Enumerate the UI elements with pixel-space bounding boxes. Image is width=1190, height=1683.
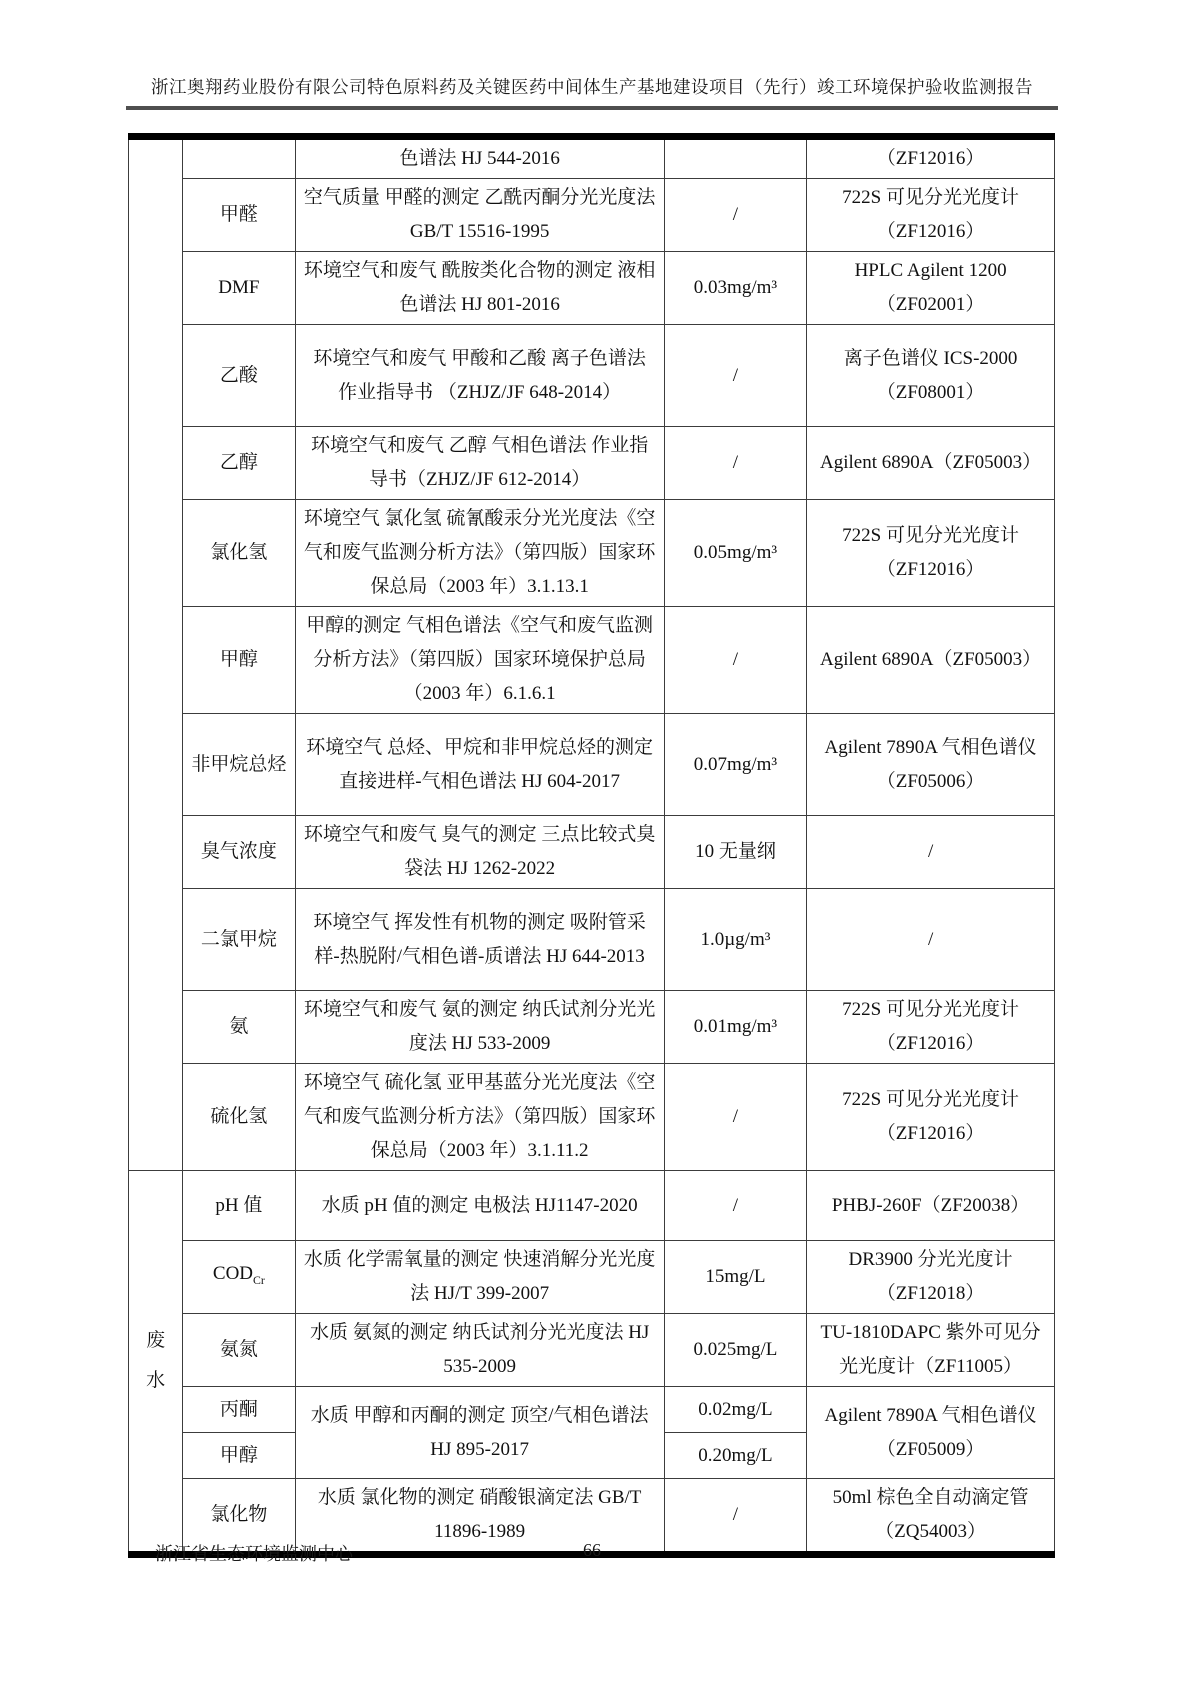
table-row bbox=[129, 252, 1055, 325]
method-cell: 环境空气和废气 乙醇 气相色谱法 作业指导书（ZHJZ/JF 612-2014） bbox=[295, 427, 664, 500]
limit-cell: 0.03mg/m³ bbox=[664, 252, 806, 325]
table-row bbox=[129, 889, 1055, 991]
instrument-cell: 722S 可见分光光度计（ZF12016） bbox=[807, 991, 1055, 1064]
method-cell: 环境空气和废气 氨的测定 纳氏试剂分光光度法 HJ 533-2009 bbox=[295, 991, 664, 1064]
parameter-cell: 甲醇 bbox=[183, 1433, 295, 1479]
method-cell: 水质 化学需氧量的测定 快速消解分光光度法 HJ/T 399-2007 bbox=[295, 1241, 664, 1314]
method-cell: 空气质量 甲醛的测定 乙酰丙酮分光光度法 GB/T 15516-1995 bbox=[295, 179, 664, 252]
instrument-cell: （ZF12016） bbox=[807, 137, 1055, 179]
method-cell: 环境空气 硫化氢 亚甲基蓝分光光度法《空气和废气监测分析方法》（第四版）国家环保总局（2003 年）3.1.11.2 bbox=[295, 1064, 664, 1171]
footer-organization: 浙江省生态环境监测中心 bbox=[155, 1544, 353, 1564]
table-row bbox=[129, 1171, 1055, 1241]
parameter-cell: DMF bbox=[183, 252, 295, 325]
method-cell: 色谱法 HJ 544-2016 bbox=[295, 137, 664, 179]
table-row bbox=[129, 816, 1055, 889]
method-cell: 环境空气 总烃、甲烷和非甲烷总烃的测定 直接进样-气相色谱法 HJ 604-2017 bbox=[295, 714, 664, 816]
table-row bbox=[129, 427, 1055, 500]
parameter-cell: 氨氮 bbox=[183, 1314, 295, 1387]
table-row bbox=[129, 179, 1055, 252]
instrument-cell: HPLC Agilent 1200（ZF02001） bbox=[807, 252, 1055, 325]
parameter-cell: 硫化氢 bbox=[183, 1064, 295, 1171]
limit-cell: 15mg/L bbox=[664, 1241, 806, 1314]
method-cell: 水质 甲醇和丙酮的测定 顶空/气相色谱法 HJ 895-2017 bbox=[295, 1387, 664, 1479]
parameter-cell: 二氯甲烷 bbox=[183, 889, 295, 991]
table-row bbox=[129, 1064, 1055, 1171]
limit-cell: 0.01mg/m³ bbox=[664, 991, 806, 1064]
limit-cell: / bbox=[664, 179, 806, 252]
method-cell: 水质 氯化物的测定 硝酸银滴定法 GB/T 11896-1989 bbox=[295, 1479, 664, 1555]
running-header-title: 浙江奥翔药业股份有限公司特色原料药及关键医药中间体生产基地建设项目（先行）竣工环境保护验收监测报告 bbox=[151, 77, 1033, 97]
table-row bbox=[129, 991, 1055, 1064]
parameter-cell: 臭气浓度 bbox=[183, 816, 295, 889]
table-row bbox=[129, 714, 1055, 816]
limit-cell: / bbox=[664, 1479, 806, 1555]
page-footer bbox=[0, 1540, 1190, 1570]
method-cell: 环境空气 氯化氢 硫氰酸汞分光光度法《空气和废气监测分析方法》（第四版）国家环保总局（2003 年）3.1.13.1 bbox=[295, 500, 664, 607]
parameter-cell: 乙醇 bbox=[183, 427, 295, 500]
parameter-cell: 氯化物 bbox=[183, 1479, 295, 1555]
instrument-cell: Agilent 6890A（ZF05003） bbox=[807, 607, 1055, 714]
limit-cell: 1.0µg/m³ bbox=[664, 889, 806, 991]
limit-cell: 0.025mg/L bbox=[664, 1314, 806, 1387]
instrument-cell: 离子色谱仪 ICS-2000（ZF08001） bbox=[807, 325, 1055, 427]
monitoring-methods-table bbox=[128, 133, 1055, 1558]
instrument-cell: DR3900 分光光度计（ZF12018） bbox=[807, 1241, 1055, 1314]
table-row bbox=[129, 1387, 1055, 1433]
instrument-cell: Agilent 7890A 气相色谱仪（ZF05006） bbox=[807, 714, 1055, 816]
method-cell: 环境空气 挥发性有机物的测定 吸附管采样-热脱附/气相色谱-质谱法 HJ 644-2013 bbox=[295, 889, 664, 991]
table-row bbox=[129, 1314, 1055, 1387]
limit-cell: 0.02mg/L bbox=[664, 1387, 806, 1433]
parameter-cell: 丙酮 bbox=[183, 1387, 295, 1433]
parameter-cell: 甲醇 bbox=[183, 607, 295, 714]
parameter-cell: 非甲烷总烃 bbox=[183, 714, 295, 816]
instrument-cell: Agilent 6890A（ZF05003） bbox=[807, 427, 1055, 500]
method-cell: 环境空气和废气 臭气的测定 三点比较式臭袋法 HJ 1262-2022 bbox=[295, 816, 664, 889]
method-cell: 甲醇的测定 气相色谱法《空气和废气监测分析方法》（第四版）国家环境保护总局（2003 年）6.1.6.1 bbox=[295, 607, 664, 714]
limit-cell: / bbox=[664, 1171, 806, 1241]
instrument-cell: / bbox=[807, 816, 1055, 889]
parameter-cell: $COD_{Cr}$ bbox=[183, 1241, 295, 1314]
limit-cell: 10 无量纲 bbox=[664, 816, 806, 889]
table-row bbox=[129, 500, 1055, 607]
parameter-cell: pH 值 bbox=[183, 1171, 295, 1241]
parameter-cell: 甲醛 bbox=[183, 179, 295, 252]
limit-cell: 0.07mg/m³ bbox=[664, 714, 806, 816]
method-cell: 环境空气和废气 甲酸和乙酸 离子色谱法 作业指导书 （ZHJZ/JF 648-2014） bbox=[295, 325, 664, 427]
parameter-cell: 氨 bbox=[183, 991, 295, 1064]
table-row bbox=[129, 325, 1055, 427]
method-cell: 水质 氨氮的测定 纳氏试剂分光光度法 HJ 535-2009 bbox=[295, 1314, 664, 1387]
page-number: 66 bbox=[583, 1540, 601, 1560]
header-rule bbox=[126, 106, 1058, 110]
limit-cell: / bbox=[664, 325, 806, 427]
parameter-cell: 乙酸 bbox=[183, 325, 295, 427]
limit-cell: / bbox=[664, 427, 806, 500]
category-cell-wastewater: 废水 bbox=[129, 1171, 183, 1555]
parameter-cell: 氯化氢 bbox=[183, 500, 295, 607]
instrument-cell: 722S 可见分光光度计（ZF12016） bbox=[807, 1064, 1055, 1171]
category-cell-air bbox=[129, 137, 183, 1171]
parameter-cell bbox=[183, 137, 295, 179]
instrument-cell: 50ml 棕色全自动滴定管（ZQ54003） bbox=[807, 1479, 1055, 1555]
instrument-cell: PHBJ-260F（ZF20038） bbox=[807, 1171, 1055, 1241]
table-row bbox=[129, 607, 1055, 714]
method-cell: 环境空气和废气 酰胺类化合物的测定 液相色谱法 HJ 801-2016 bbox=[295, 252, 664, 325]
method-cell: 水质 pH 值的测定 电极法 HJ1147-2020 bbox=[295, 1171, 664, 1241]
limit-cell: 0.05mg/m³ bbox=[664, 500, 806, 607]
limit-cell: 0.20mg/L bbox=[664, 1433, 806, 1479]
limit-cell: / bbox=[664, 1064, 806, 1171]
table-row bbox=[129, 1241, 1055, 1314]
instrument-cell: 722S 可见分光光度计（ZF12016） bbox=[807, 500, 1055, 607]
instrument-cell: Agilent 7890A 气相色谱仪（ZF05009） bbox=[807, 1387, 1055, 1479]
instrument-cell: TU-1810DAPC 紫外可见分光光度计（ZF11005） bbox=[807, 1314, 1055, 1387]
limit-cell bbox=[664, 137, 806, 179]
instrument-cell: 722S 可见分光光度计（ZF12016） bbox=[807, 179, 1055, 252]
limit-cell: / bbox=[664, 607, 806, 714]
table-row bbox=[129, 137, 1055, 179]
instrument-cell: / bbox=[807, 889, 1055, 991]
